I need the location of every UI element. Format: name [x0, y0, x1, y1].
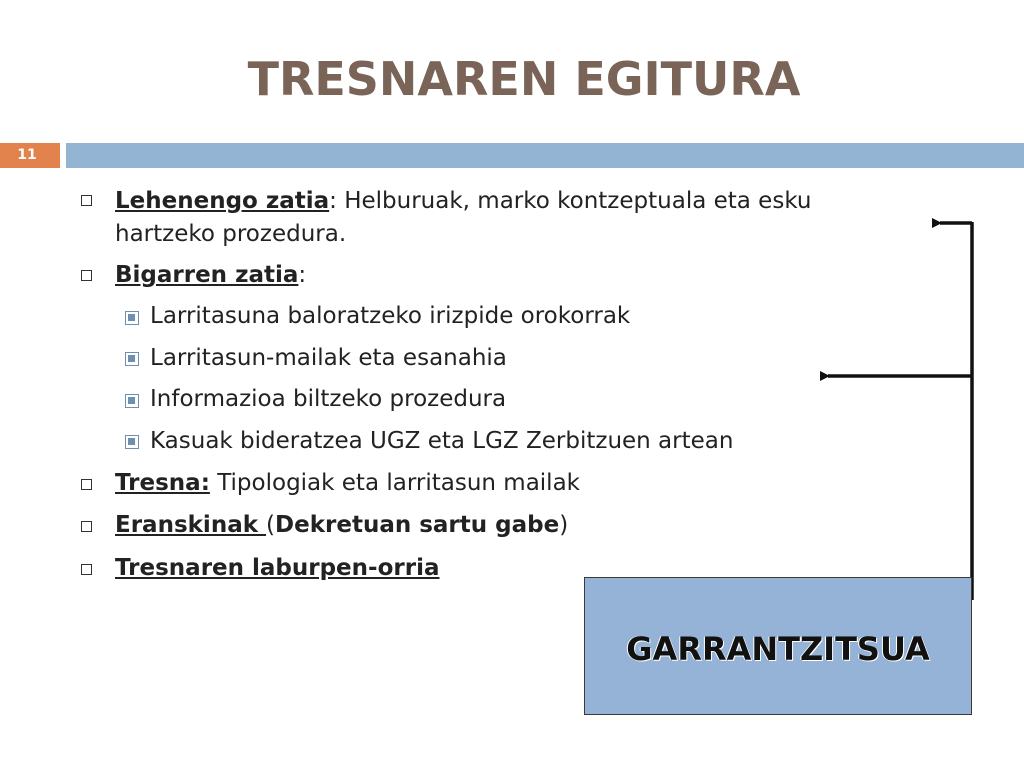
- important-callout-box: [584, 577, 972, 715]
- slide-number: 11: [0, 143, 60, 168]
- item-label: Tresnaren laburpen-orria: [115, 555, 440, 581]
- item-text: :: [298, 262, 307, 288]
- item-text: Tipologiak eta larritasun mailak: [209, 470, 580, 496]
- callout-text: GARRANTZITSUA: [626, 630, 930, 668]
- item-text-bold: Dekretuan sartu gabe: [275, 512, 560, 538]
- item-text: hartzeko prozedura.: [115, 221, 347, 247]
- sub-item: Larritasuna baloratzeko irizpide orokorrak: [150, 303, 631, 329]
- item-label: Bigarren zatia: [115, 262, 299, 288]
- slide-title: TRESNAREN EGITURA: [247, 52, 801, 106]
- item-text: : Helburuak, marko kontzeptuala eta esku: [329, 188, 812, 214]
- item-label: Tresna:: [115, 470, 210, 496]
- sub-item: Informazioa biltzeko prozedura: [150, 386, 507, 412]
- item-text: ): [559, 512, 569, 538]
- sub-item: Kasuak bideratzea UGZ eta LGZ Zerbitzuen artean: [150, 428, 734, 454]
- sub-item: Larritasun-mailak eta esanahia: [150, 345, 507, 371]
- item-label: Lehenengo zatia: [115, 188, 330, 214]
- item-label: Eranskinak: [115, 512, 267, 538]
- item-text: (: [266, 512, 276, 538]
